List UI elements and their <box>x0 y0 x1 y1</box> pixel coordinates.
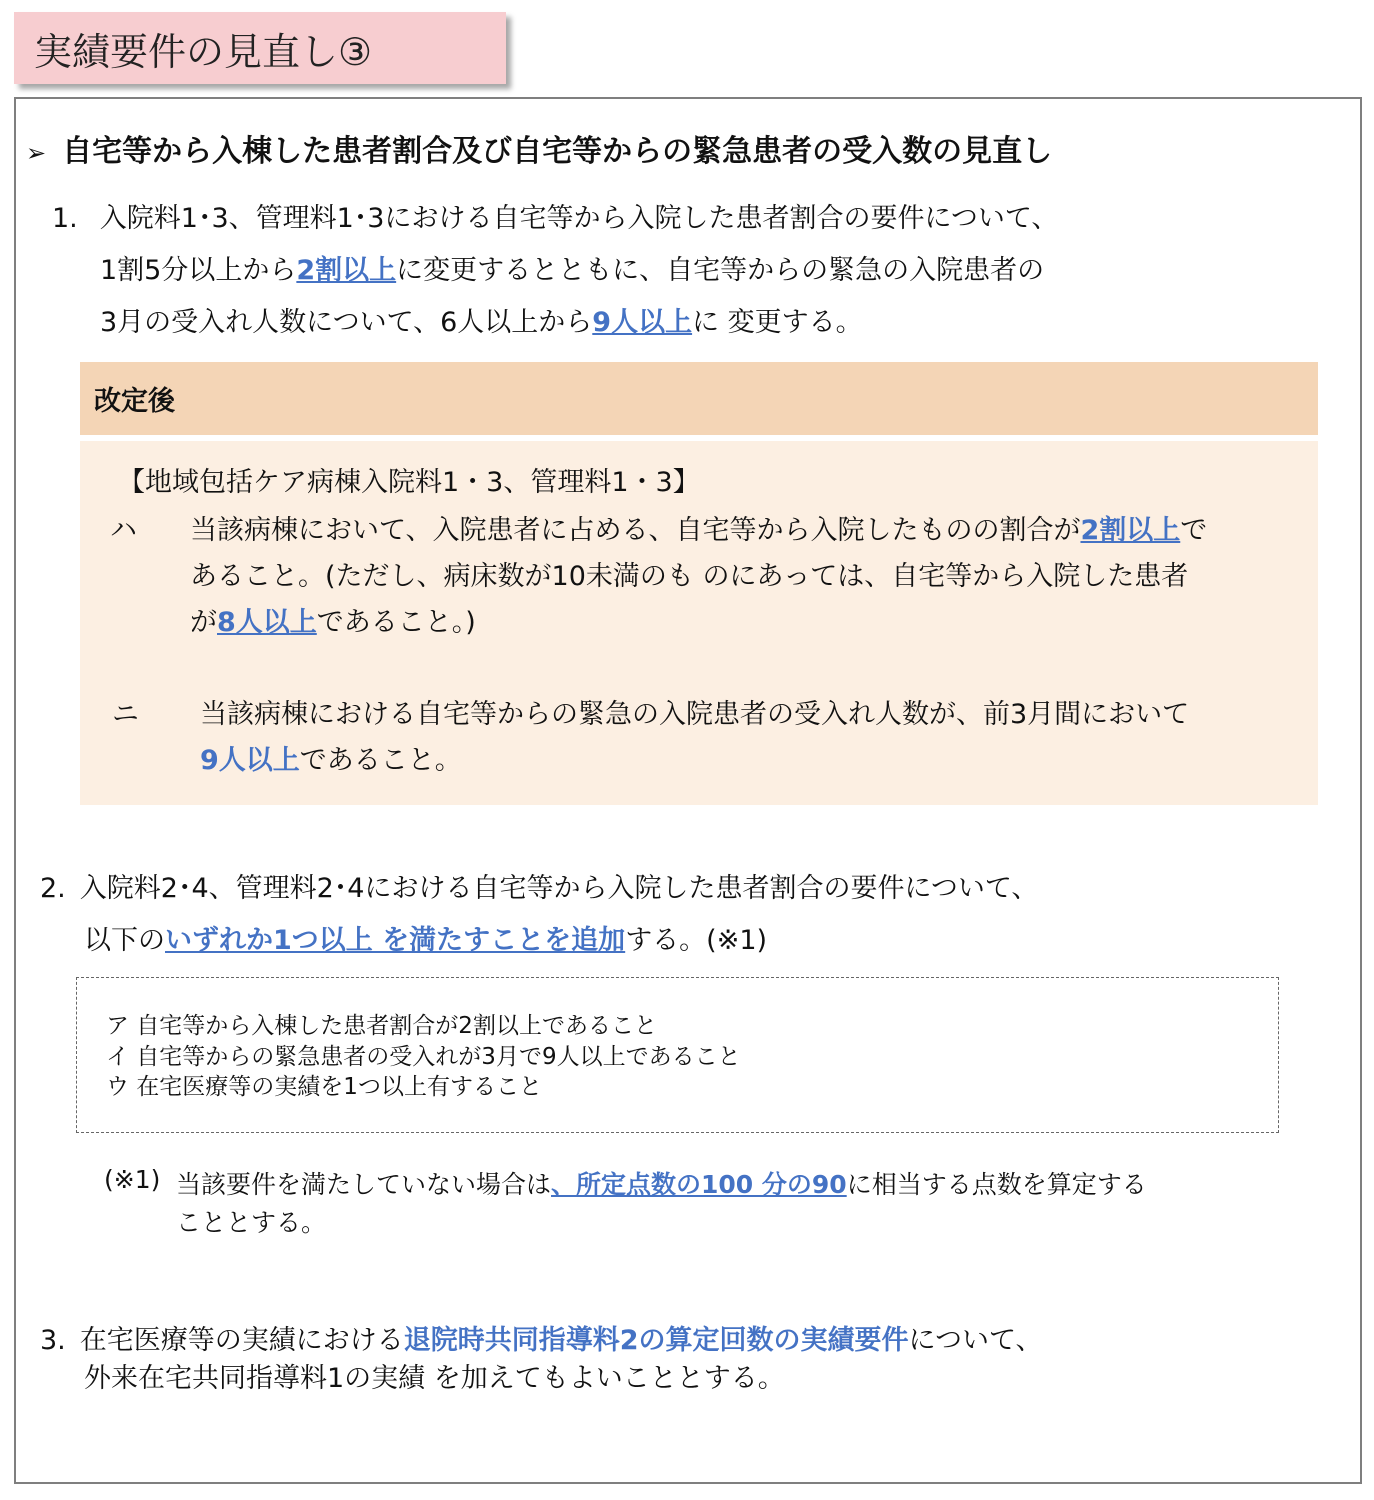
clause-ni-line2 <box>200 738 462 777</box>
section-heading <box>26 126 1052 170</box>
clause-ha-highlight-8nin: 8人以上 <box>217 607 317 638</box>
item3-line2: 外来在宅共同指導料1の実績 を加えてもよいこととする。 <box>84 1363 785 1394</box>
note-highlight-90: 、所定点数の100 分の90 <box>551 1170 847 1199</box>
note-line1-a: 当該要件を満たしていない場合は <box>176 1170 552 1199</box>
note-line1 <box>176 1165 1147 1201</box>
item1-line2 <box>100 248 1044 287</box>
revised-header <box>80 362 1318 435</box>
revised-bracket-title: 【地域包括ケア病棟入院料1・3、管理料1・3】 <box>118 467 700 498</box>
item1-line1 <box>52 196 1058 235</box>
note-line2: こととする。 <box>176 1208 327 1237</box>
item1-line3-a: 3月の受入れ人数について、6人以上から <box>100 307 593 338</box>
note-mark: (※1) <box>104 1165 161 1194</box>
clause-ha-line1-c: で <box>1180 515 1208 546</box>
clause-ha-line2: あること。(ただし、病床数が10未満のも のにあっては、自宅等から入院した患者 <box>190 561 1189 592</box>
slide-title-text: 実績要件の見直し③ <box>34 29 373 74</box>
clause-ha-line1-a: 当該病棟において、入院患者に占める、自宅等から入院したものの割合が <box>190 515 1081 546</box>
option-u: ウ 在宅医療等の実績を1つ以上有すること <box>106 1074 542 1100</box>
item1-line3-c: に 変更する。 <box>692 307 863 338</box>
item2-line2-c: する。(※1) <box>625 925 768 956</box>
item1-line2-a: 1割5分以上から <box>100 255 297 286</box>
clause-ni-line2-b: であること。 <box>299 745 462 776</box>
clause-ha-highlight-2wari: 2割以上 <box>1080 515 1181 546</box>
item1-number: 1. <box>52 203 78 234</box>
item1-line3 <box>100 300 863 339</box>
item2-highlight-add: いずれか1つ以上 を満たすことを追加 <box>165 925 626 956</box>
option-i: イ 自宅等からの緊急患者の受入れが3月で9人以上であること <box>106 1044 741 1070</box>
clause-ha-line1 <box>190 508 1207 547</box>
clause-ha-line3 <box>190 600 476 639</box>
item3-line1-c: について、 <box>908 1325 1043 1356</box>
item3-number: 3. <box>40 1325 66 1356</box>
item2-line2-a: 以下の <box>84 925 165 956</box>
clause-ha-line3-c: であること。) <box>316 607 476 638</box>
item3-line1 <box>40 1318 1042 1357</box>
note-line1-c: に相当する点数を算定する <box>846 1170 1147 1199</box>
option-a: ア 自宅等から入棟した患者割合が2割以上であること <box>106 1013 657 1039</box>
item1-line1-text: 入院料1･3、管理料1･3における自宅等から入院した患者割合の要件について、 <box>99 203 1059 234</box>
item1-line2-c: に変更するとともに、自宅等からの緊急の入院患者の <box>396 255 1045 286</box>
slide-title <box>14 12 506 84</box>
clause-ni-line1: 当該病棟における自宅等からの緊急の入院患者の受入れ人数が、前3月間において <box>200 699 1190 730</box>
arrow-bullet-icon: ➢ <box>26 139 47 167</box>
item3-line1-a: 在宅医療等の実績における <box>79 1325 404 1356</box>
section-heading-text: 自宅等から入棟した患者割合及び自宅等からの緊急患者の受入数の見直し <box>62 134 1053 169</box>
revised-header-text: 改定後 <box>94 386 175 417</box>
item1-highlight-2wari: 2割以上 <box>296 255 397 286</box>
item1-highlight-9nin: 9人以上 <box>592 307 693 338</box>
clause-ha-line3-a: が <box>190 607 217 638</box>
item2-line1-text: 入院料2･4、管理料2･4における自宅等から入院した患者割合の要件について、 <box>79 873 1039 904</box>
clause-ni-mark: ニ <box>112 699 139 730</box>
clause-ha-mark: ハ <box>110 515 137 546</box>
clause-ni-highlight-9nin: 9人以上 <box>200 745 300 776</box>
item2-line1 <box>40 866 1038 905</box>
item3-highlight: 退院時共同指導料2の算定回数の実績要件 <box>403 1325 909 1356</box>
item2-number: 2. <box>40 873 66 904</box>
item2-line2 <box>84 918 767 957</box>
